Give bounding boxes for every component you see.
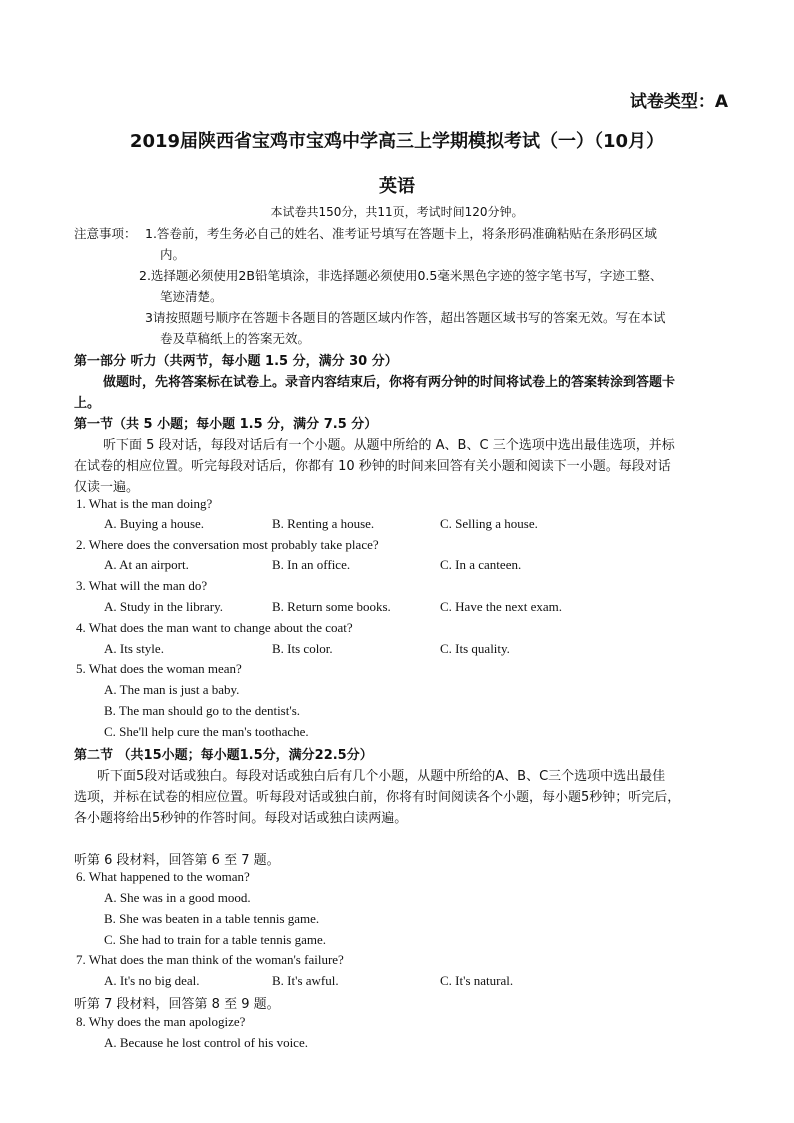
question-6: 6. What happened to the woman? xyxy=(76,869,250,884)
question-3-option-b: B. Return some books. xyxy=(272,599,391,614)
question-1-option-c: C. Selling a house. xyxy=(440,516,538,531)
section-1-instruction-line-1: 听下面 5 段对话，每段对话后有一个小题。从题中所给的 A、B、C 三个选项中选出最佳选项，并标 xyxy=(103,438,675,453)
paper-type-label: 试卷类型：A xyxy=(629,92,728,112)
question-4: 4. What does the man want to change about the coat? xyxy=(76,620,353,635)
question-3-option-c: C. Have the next exam. xyxy=(440,599,563,614)
section-1-heading: 第一节（共 5 小题；每小题 1.5 分，满分 7.5 分） xyxy=(74,417,378,432)
question-1-option-a: A. Buying a house. xyxy=(104,516,205,531)
question-1: 1. What is the man doing? xyxy=(76,496,213,511)
section-1-instruction-line-3: 仅读一遍。 xyxy=(74,480,140,495)
note-1-line-2: 内。 xyxy=(160,247,186,262)
exam-info: 本试卷共150分，共11页，考试时间120分钟。 xyxy=(270,205,524,219)
question-2-option-b: B. In an office. xyxy=(272,557,351,572)
question-7-option-b: B. It's awful. xyxy=(272,973,339,988)
part-1-instruction-line-2: 上。 xyxy=(74,396,101,411)
question-2-option-a: A. At an airport. xyxy=(104,557,189,572)
question-6-option-a: A. She was in a good mood. xyxy=(104,890,251,905)
question-7-option-a: A. It's no big deal. xyxy=(104,973,200,988)
section-2-instruction-line-1: 听下面5段对话或独白。每段对话或独白后有几个小题，从题中所给的A、B、C三个选项中选出最佳 xyxy=(97,769,666,784)
note-2-line-1: 2.选择题必须使用2B铅笔填涂，非选择题必须使用0.5毫米黑色字迹的签字笔书写，字迹工整、 xyxy=(139,268,663,283)
note-3-line-2: 卷及草稿纸上的答案无效。 xyxy=(160,331,311,346)
question-4-option-a: A. Its style. xyxy=(104,641,164,656)
subject-title: 英语 xyxy=(379,176,415,197)
part-1-instruction-line-1: 做题时，先将答案标在试卷上。录音内容结束后，你将有两分钟的时间将试卷上的答案转涂到答题卡 xyxy=(103,375,676,390)
question-5-option-b: B. The man should go to the dentist's. xyxy=(104,703,301,718)
question-7-option-c: C. It's natural. xyxy=(440,973,514,988)
question-7: 7. What does the man think of the woman's failure? xyxy=(76,952,344,967)
part-1-heading: 第一部分 听力（共两节，每小题 1.5 分，满分 30 分） xyxy=(74,354,398,369)
question-5-option-a: A. The man is just a baby. xyxy=(104,682,240,697)
question-4-option-c: C. Its quality. xyxy=(440,641,510,656)
question-3: 3. What will the man do? xyxy=(76,578,208,593)
section-2-instruction-line-3: 各小题将给出5秒钟的作答时间。每段对话或独白读两遍。 xyxy=(74,811,408,826)
section-2-heading: 第二节 （共15小题；每小题1.5分，满分22.5分） xyxy=(74,748,373,763)
question-6-option-c: C. She had to train for a table tennis game. xyxy=(104,932,327,947)
section-2-instruction-line-2: 选项，并标在试卷的相应位置。听每段对话或独白前，你将有时间阅读各个小题，每小题5秒钟；听完后， xyxy=(74,790,681,805)
exam-title: 2019届陕西省宝鸡市宝鸡中学高三上学期模拟考试（一）（10月） xyxy=(129,131,665,152)
note-3-line-1: 3请按照题号顺序在答题卡各题目的答题区域内作答，超出答题区域书写的答案无效。写在本试 xyxy=(145,310,666,325)
material-6-intro: 听第 6 段材料，回答第 6 至 7 题。 xyxy=(74,853,280,868)
note-2-line-2: 笔迹清楚。 xyxy=(160,289,223,304)
question-8: 8. Why does the man apologize? xyxy=(76,1014,246,1029)
question-5: 5. What does the woman mean? xyxy=(76,661,242,676)
material-7-intro: 听第 7 段材料，回答第 8 至 9 题。 xyxy=(74,997,280,1012)
question-4-option-b: B. Its color. xyxy=(272,641,333,656)
question-1-option-b: B. Renting a house. xyxy=(272,516,375,531)
notes-label: 注意事项： xyxy=(74,226,137,241)
note-1-line-1: 1.答卷前，考生务必自己的姓名、准考证号填写在答题卡上，将条形码准确粘贴在条形码区域 xyxy=(145,226,657,241)
question-8-option-a: A. Because he lost control of his voice. xyxy=(104,1035,308,1050)
question-3-option-a: A. Study in the library. xyxy=(104,599,224,614)
question-5-option-c: C. She'll help cure the man's toothache. xyxy=(104,724,309,739)
question-2-option-c: C. In a canteen. xyxy=(440,557,522,572)
question-2: 2. Where does the conversation most probably take place? xyxy=(76,537,379,552)
section-1-instruction-line-2: 在试卷的相应位置。听完每段对话后，你都有 10 秒钟的时间来回答有关小题和阅读下一小题。每段对话 xyxy=(74,459,671,474)
question-6-option-b: B. She was beaten in a table tennis game. xyxy=(104,911,320,926)
